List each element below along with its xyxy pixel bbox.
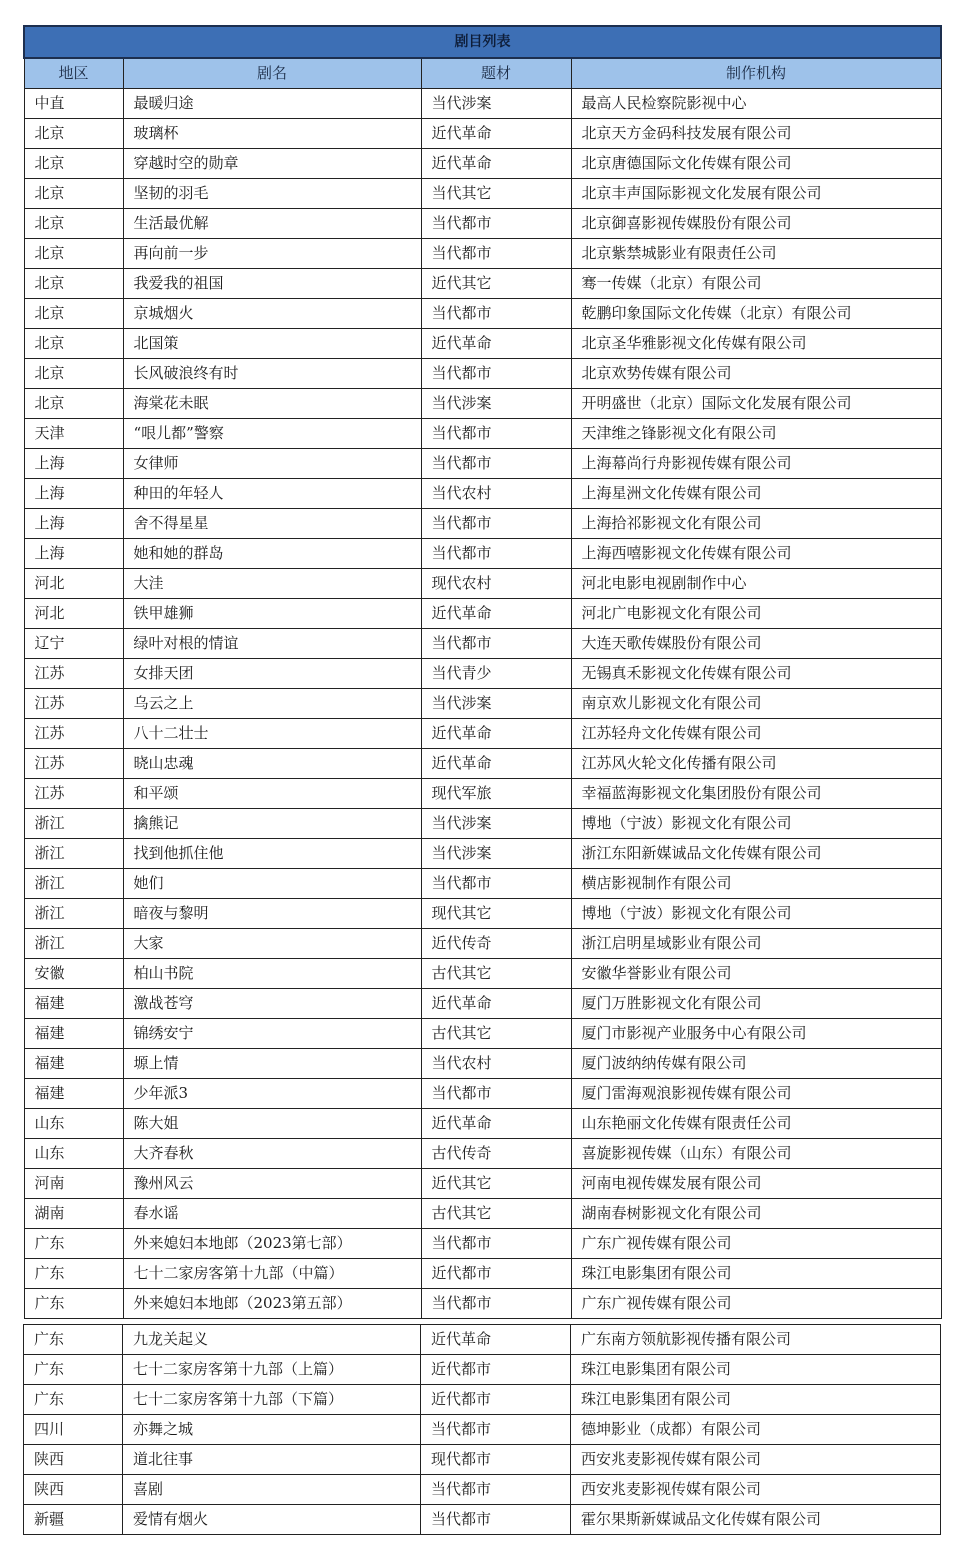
cell-genre: 当代都市: [421, 1229, 571, 1259]
cell-producer: 厦门雷海观浪影视传媒有限公司: [571, 1079, 941, 1109]
cell-region: 福建: [24, 989, 123, 1019]
cell-region: 北京: [24, 179, 123, 209]
cell-genre: 近代革命: [421, 599, 571, 629]
table-row: [24, 449, 941, 479]
cell-genre: 当代都市: [421, 509, 571, 539]
cell-region: 浙江: [24, 929, 123, 959]
cell-drama-name: 铁甲雄狮: [123, 599, 421, 629]
cell-producer: 最高人民检察院影视中心: [571, 89, 941, 119]
cell-region: 江苏: [24, 659, 123, 689]
cell-genre: 当代涉案: [421, 389, 571, 419]
cell-producer: 河北广电影视文化有限公司: [571, 599, 941, 629]
cell-region: 北京: [24, 329, 123, 359]
cell-producer: 山东艳丽文化传媒有限责任公司: [571, 1109, 941, 1139]
cell-region: 河北: [24, 569, 123, 599]
cell-region: 广东: [24, 1355, 123, 1385]
cell-producer: 广东广视传媒有限公司: [571, 1229, 941, 1259]
cell-producer: 广东广视传媒有限公司: [571, 1289, 941, 1319]
cell-drama-name: 爱情有烟火: [123, 1505, 421, 1535]
cell-genre: 当代都市: [421, 239, 571, 269]
cell-region: 山东: [24, 1139, 123, 1169]
cell-region: 广东: [24, 1259, 123, 1289]
cell-drama-name: “哏儿都”警察: [123, 419, 421, 449]
table-row: [24, 389, 941, 419]
cell-producer: 北京御喜影视传媒股份有限公司: [571, 209, 941, 239]
cell-producer: 珠江电影集团有限公司: [571, 1259, 941, 1289]
cell-genre: 近代革命: [421, 989, 571, 1019]
cell-genre: 现代军旅: [421, 779, 571, 809]
cell-genre: 近代都市: [421, 1385, 571, 1415]
table-row: [24, 1259, 941, 1289]
table-row: [24, 929, 941, 959]
table-row: [24, 749, 941, 779]
cell-region: 上海: [24, 509, 123, 539]
table-row: [24, 119, 941, 149]
cell-genre: 当代都市: [421, 1505, 571, 1535]
table-row: [24, 1049, 941, 1079]
cell-region: 山东: [24, 1109, 123, 1139]
cell-drama-name: 激战苍穹: [123, 989, 421, 1019]
table-row: [24, 359, 941, 389]
cell-region: 北京: [24, 209, 123, 239]
cell-producer: 北京圣华雅影视文化传媒有限公司: [571, 329, 941, 359]
cell-producer: 上海西嘻影视文化传媒有限公司: [571, 539, 941, 569]
cell-genre: 当代都市: [421, 1289, 571, 1319]
cell-genre: 近代革命: [421, 149, 571, 179]
cell-genre: 现代都市: [421, 1445, 571, 1475]
cell-drama-name: 生活最优解: [123, 209, 421, 239]
cell-producer: 西安兆麦影视传媒有限公司: [571, 1475, 941, 1505]
table-row: [24, 899, 941, 929]
header-producer: 制作机构: [571, 58, 941, 89]
cell-producer: 北京紫禁城影业有限责任公司: [571, 239, 941, 269]
table-row: [24, 659, 941, 689]
cell-drama-name: 再向前一步: [123, 239, 421, 269]
cell-producer: 江苏风火轮文化传播有限公司: [571, 749, 941, 779]
cell-drama-name: 和平颂: [123, 779, 421, 809]
cell-producer: 湖南春树影视文化有限公司: [571, 1199, 941, 1229]
table-row: [24, 689, 941, 719]
cell-producer: 天津维之锋影视文化有限公司: [571, 419, 941, 449]
cell-region: 广东: [24, 1229, 123, 1259]
cell-producer: 北京欢势传媒有限公司: [571, 359, 941, 389]
table-row: [24, 629, 941, 659]
table-row: [24, 1325, 941, 1355]
table-row: [24, 539, 941, 569]
cell-region: 陕西: [24, 1475, 123, 1505]
cell-producer: 喜旋影视传媒（山东）有限公司: [571, 1139, 941, 1169]
cell-genre: 当代都市: [421, 869, 571, 899]
cell-producer: 厦门波纳纳传媒有限公司: [571, 1049, 941, 1079]
cell-region: 福建: [24, 1019, 123, 1049]
cell-drama-name: 大齐春秋: [123, 1139, 421, 1169]
cell-producer: 安徽华誉影业有限公司: [571, 959, 941, 989]
table-row: [24, 1385, 941, 1415]
table-row: [24, 329, 941, 359]
table-row: [24, 1109, 941, 1139]
cell-genre: 近代都市: [421, 1259, 571, 1289]
cell-region: 辽宁: [24, 629, 123, 659]
table-row: [24, 569, 941, 599]
cell-region: 湖南: [24, 1199, 123, 1229]
cell-region: 江苏: [24, 779, 123, 809]
cell-drama-name: 女排天团: [123, 659, 421, 689]
table-row: [24, 1139, 941, 1169]
table-header-row: [24, 58, 941, 89]
table-row: [24, 959, 941, 989]
cell-producer: 德坤影业（成都）有限公司: [571, 1415, 941, 1445]
cell-producer: 博地（宁波）影视文化有限公司: [571, 899, 941, 929]
cell-producer: 上海星洲文化传媒有限公司: [571, 479, 941, 509]
cell-producer: 珠江电影集团有限公司: [571, 1355, 941, 1385]
cell-genre: 当代都市: [421, 629, 571, 659]
cell-drama-name: 我爱我的祖国: [123, 269, 421, 299]
cell-region: 浙江: [24, 899, 123, 929]
cell-drama-name: 种田的年轻人: [123, 479, 421, 509]
cell-drama-name: 七十二家房客第十九部（下篇）: [123, 1385, 421, 1415]
cell-region: 北京: [24, 269, 123, 299]
cell-producer: 乾鹏印象国际文化传媒（北京）有限公司: [571, 299, 941, 329]
cell-producer: 开明盛世（北京）国际文化发展有限公司: [571, 389, 941, 419]
cell-drama-name: 暗夜与黎明: [123, 899, 421, 929]
cell-producer: 浙江东阳新媒诚品文化传媒有限公司: [571, 839, 941, 869]
cell-drama-name: 玻璃杯: [123, 119, 421, 149]
cell-producer: 上海拾祁影视文化有限公司: [571, 509, 941, 539]
cell-drama-name: 锦绣安宁: [123, 1019, 421, 1049]
cell-producer: 北京丰声国际影视文化发展有限公司: [571, 179, 941, 209]
table-row: [24, 1355, 941, 1385]
table-row: [24, 599, 941, 629]
cell-drama-name: 大洼: [123, 569, 421, 599]
cell-region: 上海: [24, 479, 123, 509]
cell-genre: 当代都市: [421, 299, 571, 329]
cell-drama-name: 七十二家房客第十九部（上篇）: [123, 1355, 421, 1385]
table-body-part2: [24, 1325, 941, 1535]
cell-genre: 当代都市: [421, 449, 571, 479]
cell-drama-name: 坚韧的羽毛: [123, 179, 421, 209]
table-row: [24, 1079, 941, 1109]
cell-producer: 博地（宁波）影视文化有限公司: [571, 809, 941, 839]
cell-drama-name: 塬上情: [123, 1049, 421, 1079]
cell-region: 浙江: [24, 839, 123, 869]
cell-drama-name: 大家: [123, 929, 421, 959]
cell-drama-name: 亦舞之城: [123, 1415, 421, 1445]
cell-genre: 当代都市: [421, 1475, 571, 1505]
cell-genre: 近代革命: [421, 749, 571, 779]
cell-genre: 当代都市: [421, 1415, 571, 1445]
table-row: [24, 1199, 941, 1229]
cell-drama-name: 豫州风云: [123, 1169, 421, 1199]
table-row: [24, 179, 941, 209]
cell-drama-name: 穿越时空的勋章: [123, 149, 421, 179]
cell-drama-name: 道北往事: [123, 1445, 421, 1475]
table-row: [24, 419, 941, 449]
cell-genre: 当代农村: [421, 479, 571, 509]
cell-producer: 霍尔果斯新媒诚品文化传媒有限公司: [571, 1505, 941, 1535]
table-row: [24, 719, 941, 749]
cell-drama-name: 京城烟火: [123, 299, 421, 329]
drama-list-table-part1: [23, 25, 942, 1319]
cell-region: 北京: [24, 389, 123, 419]
cell-region: 上海: [24, 449, 123, 479]
header-genre: 题材: [421, 58, 571, 89]
cell-region: 北京: [24, 119, 123, 149]
cell-drama-name: 她们: [123, 869, 421, 899]
table-row: [24, 209, 941, 239]
cell-region: 河南: [24, 1169, 123, 1199]
cell-genre: 当代涉案: [421, 689, 571, 719]
cell-genre: 现代农村: [421, 569, 571, 599]
cell-region: 福建: [24, 1079, 123, 1109]
cell-region: 天津: [24, 419, 123, 449]
cell-producer: 江苏轻舟文化传媒有限公司: [571, 719, 941, 749]
cell-genre: 古代其它: [421, 1019, 571, 1049]
table-row: [24, 89, 941, 119]
table-row: [24, 1475, 941, 1505]
cell-drama-name: 海棠花未眠: [123, 389, 421, 419]
cell-region: 北京: [24, 299, 123, 329]
table-row: [24, 509, 941, 539]
cell-producer: 无锡真禾影视文化传媒有限公司: [571, 659, 941, 689]
cell-drama-name: 七十二家房客第十九部（中篇）: [123, 1259, 421, 1289]
cell-region: 上海: [24, 539, 123, 569]
table-row: [24, 809, 941, 839]
cell-genre: 古代传奇: [421, 1139, 571, 1169]
cell-genre: 近代革命: [421, 1325, 571, 1355]
cell-region: 广东: [24, 1385, 123, 1415]
cell-region: 北京: [24, 359, 123, 389]
cell-region: 浙江: [24, 869, 123, 899]
cell-region: 江苏: [24, 749, 123, 779]
table-row: [24, 779, 941, 809]
cell-genre: 当代都市: [421, 419, 571, 449]
header-region: 地区: [24, 58, 123, 89]
table-row: [24, 1229, 941, 1259]
cell-genre: 近代其它: [421, 1169, 571, 1199]
cell-region: 福建: [24, 1049, 123, 1079]
cell-drama-name: 乌云之上: [123, 689, 421, 719]
cell-drama-name: 晓山忠魂: [123, 749, 421, 779]
cell-region: 浙江: [24, 809, 123, 839]
table-title: 剧目列表: [24, 26, 941, 58]
cell-genre: 当代涉案: [421, 839, 571, 869]
cell-producer: 大连天歌传媒股份有限公司: [571, 629, 941, 659]
cell-region: 广东: [24, 1289, 123, 1319]
table-row: [24, 1415, 941, 1445]
cell-region: 河北: [24, 599, 123, 629]
cell-genre: 古代其它: [421, 1199, 571, 1229]
cell-region: 广东: [24, 1325, 123, 1355]
cell-producer: 幸福蓝海影视文化集团股份有限公司: [571, 779, 941, 809]
table-title-row: [24, 26, 941, 58]
cell-producer: 河北电影电视剧制作中心: [571, 569, 941, 599]
table-body-part1: [24, 89, 941, 1319]
cell-producer: 河南电视传媒发展有限公司: [571, 1169, 941, 1199]
cell-producer: 厦门万胜影视文化有限公司: [571, 989, 941, 1019]
cell-drama-name: 少年派3: [123, 1079, 421, 1109]
cell-producer: 横店影视制作有限公司: [571, 869, 941, 899]
cell-drama-name: 春水谣: [123, 1199, 421, 1229]
cell-genre: 当代涉案: [421, 89, 571, 119]
cell-genre: 现代其它: [421, 899, 571, 929]
cell-genre: 近代革命: [421, 329, 571, 359]
cell-drama-name: 她和她的群岛: [123, 539, 421, 569]
cell-drama-name: 喜剧: [123, 1475, 421, 1505]
table-row: [24, 1505, 941, 1535]
cell-drama-name: 外来媳妇本地郎（2023第七部）: [123, 1229, 421, 1259]
cell-region: 北京: [24, 149, 123, 179]
cell-drama-name: 九龙关起义: [123, 1325, 421, 1355]
cell-producer: 北京天方金码科技发展有限公司: [571, 119, 941, 149]
table-row: [24, 869, 941, 899]
cell-genre: 近代其它: [421, 269, 571, 299]
cell-genre: 近代传奇: [421, 929, 571, 959]
cell-region: 中直: [24, 89, 123, 119]
cell-producer: 西安兆麦影视传媒有限公司: [571, 1445, 941, 1475]
cell-drama-name: 最暖归途: [123, 89, 421, 119]
table-row: [24, 239, 941, 269]
cell-genre: 近代革命: [421, 719, 571, 749]
table-row: [24, 1169, 941, 1199]
table-row: [24, 269, 941, 299]
cell-genre: 当代都市: [421, 359, 571, 389]
table-row: [24, 299, 941, 329]
table-row: [24, 839, 941, 869]
cell-producer: 南京欢儿影视文化有限公司: [571, 689, 941, 719]
cell-drama-name: 舍不得星星: [123, 509, 421, 539]
cell-genre: 当代涉案: [421, 809, 571, 839]
cell-producer: 浙江启明星域影业有限公司: [571, 929, 941, 959]
cell-region: 安徽: [24, 959, 123, 989]
table-row: [24, 1445, 941, 1475]
cell-genre: 古代其它: [421, 959, 571, 989]
cell-genre: 当代农村: [421, 1049, 571, 1079]
cell-producer: 北京唐德国际文化传媒有限公司: [571, 149, 941, 179]
cell-region: 江苏: [24, 719, 123, 749]
cell-drama-name: 柏山书院: [123, 959, 421, 989]
cell-producer: 珠江电影集团有限公司: [571, 1385, 941, 1415]
cell-region: 北京: [24, 239, 123, 269]
cell-drama-name: 外来媳妇本地郎（2023第五部）: [123, 1289, 421, 1319]
cell-genre: 当代都市: [421, 209, 571, 239]
cell-drama-name: 长风破浪终有时: [123, 359, 421, 389]
cell-genre: 近代革命: [421, 119, 571, 149]
cell-drama-name: 擒熊记: [123, 809, 421, 839]
cell-producer: 广东南方领航影视传播有限公司: [571, 1325, 941, 1355]
cell-producer: 厦门市影视产业服务中心有限公司: [571, 1019, 941, 1049]
cell-genre: 近代都市: [421, 1355, 571, 1385]
cell-producer: 骞一传媒（北京）有限公司: [571, 269, 941, 299]
cell-region: 四川: [24, 1415, 123, 1445]
cell-drama-name: 八十二壮士: [123, 719, 421, 749]
cell-region: 陕西: [24, 1445, 123, 1475]
cell-drama-name: 陈大姐: [123, 1109, 421, 1139]
cell-genre: 当代其它: [421, 179, 571, 209]
cell-drama-name: 北国策: [123, 329, 421, 359]
cell-genre: 当代青少: [421, 659, 571, 689]
cell-drama-name: 女律师: [123, 449, 421, 479]
table-row: [24, 1019, 941, 1049]
cell-genre: 当代都市: [421, 1079, 571, 1109]
cell-producer: 上海幕尚行舟影视传媒有限公司: [571, 449, 941, 479]
cell-drama-name: 绿叶对根的情谊: [123, 629, 421, 659]
table-row: [24, 989, 941, 1019]
table-row: [24, 149, 941, 179]
table-row: [24, 1289, 941, 1319]
cell-genre: 近代革命: [421, 1109, 571, 1139]
table-row: [24, 479, 941, 509]
cell-region: 新疆: [24, 1505, 123, 1535]
cell-drama-name: 找到他抓住他: [123, 839, 421, 869]
drama-list-table-part2: [23, 1324, 941, 1535]
cell-genre: 当代都市: [421, 539, 571, 569]
header-drama-name: 剧名: [123, 58, 421, 89]
cell-region: 江苏: [24, 689, 123, 719]
